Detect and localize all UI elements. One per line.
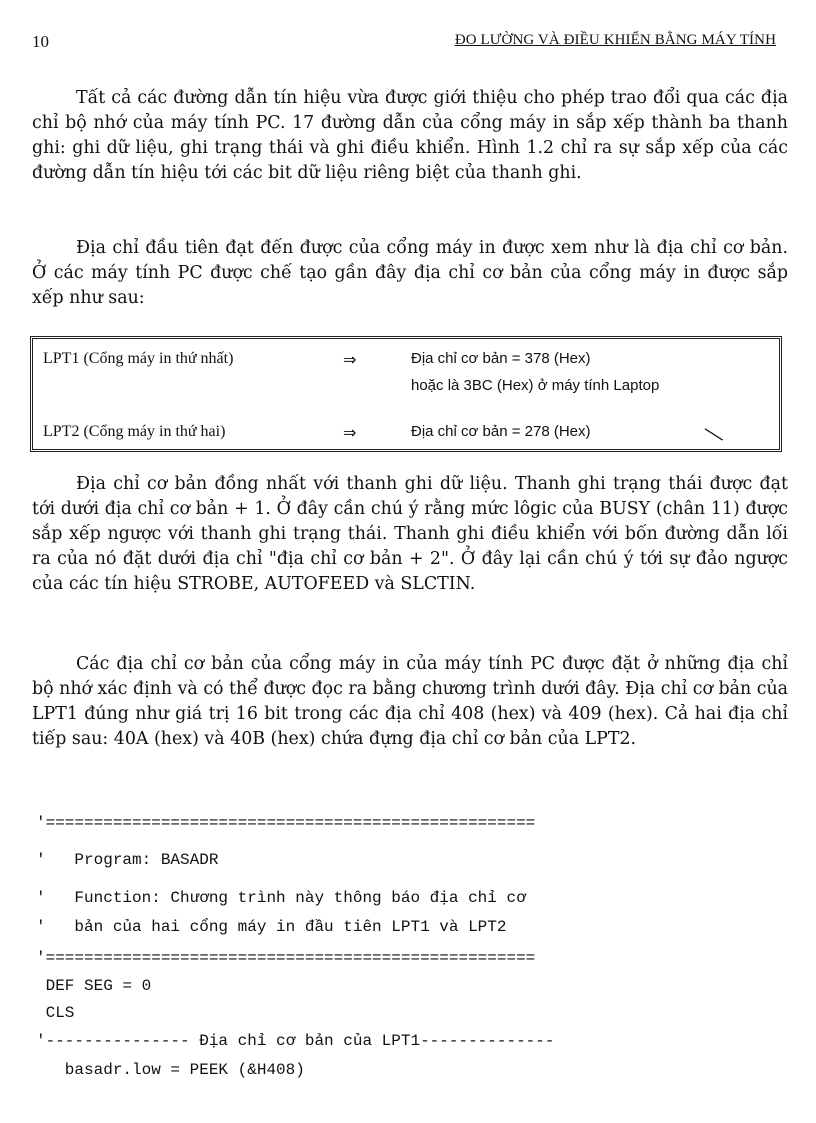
code-separator: '=================================================== [36, 814, 536, 832]
code-line-comment: '--------------- Địa chỉ cơ bản của LPT1-------------- [36, 1032, 555, 1050]
code-line-program: ' Program: BASADR [36, 851, 219, 869]
page-number: 10 [32, 32, 49, 51]
lpt1-name: LPT1 (Cổng máy in thứ nhất) [43, 350, 234, 367]
code-line-cls: CLS [36, 1004, 75, 1022]
code-line-function-cont: ' bản của hai cổng máy in đầu tiên LPT1 và LPT2 [36, 918, 507, 936]
code-separator: '=================================================== [36, 949, 536, 967]
lpt-address-table [30, 336, 782, 452]
lpt2-name: LPT2 (Cổng máy in thứ hai) [43, 423, 226, 440]
code-line-peek: basadr.low = PEEK (&H408) [36, 1061, 305, 1079]
code-line-function: ' Function: Chương trình này thông báo địa chỉ cơ [36, 889, 526, 907]
paragraph-2: Địa chỉ đầu tiên đạt đến được của cổng máy in được xem như là địa chỉ cơ bản. Ở các máy tính PC được chế tạo gần đây địa chỉ cơ bản của cổng máy in được sắp xếp như sau: [32, 238, 788, 308]
paragraph-1: Tất cả các đường dẫn tín hiệu vừa được giới thiệu cho phép trao đổi qua các địa chỉ bộ nhớ của máy tính PC. 17 đường dẫn của cổng máy in sắp xếp thành ba thanh ghi: ghi dữ liệu, ghi trạng thái và ghi điều khiển. Hình 1.2 chỉ ra sự sắp xếp của các đường dẫn tín hiệu tới các bit dữ liệu riêng biệt của thanh ghi. [32, 88, 788, 183]
pen-mark-icon: ╲ [704, 423, 723, 446]
running-header-title: ĐO LƯỜNG VÀ ĐIỀU KHIỂN BẰNG MÁY TÍNH [454, 32, 776, 48]
lpt1-base-address: Địa chỉ cơ bản = 378 (Hex) [411, 350, 591, 367]
lpt2-base-address: Địa chỉ cơ bản = 278 (Hex) [411, 423, 591, 440]
paragraph-3: Địa chỉ cơ bản đồng nhất với thanh ghi dữ liệu. Thanh ghi trạng thái được đạt tới dưới địa chỉ cơ bản + 1. Ở đây cần chú ý rằng mức lôgic của BUSY (chân 11) được sắp xếp ngược với thanh ghi trạng thái. Thanh ghi điều khiển với bốn đường dẫn lối ra của nó đặt dưới địa chỉ "địa chỉ cơ bản + 2". Ở đây lại cần chú ý tới sự đảo ngược của các tín hiệu STROBE, AUTOFEED và SLCTIN. [32, 474, 788, 594]
lpt1-laptop-address: hoặc là 3BC (Hex) ở máy tính Laptop [411, 377, 660, 394]
implies-arrow-icon: ⇒ [343, 423, 357, 442]
code-line-defseg: DEF SEG = 0 [36, 977, 152, 995]
code-listing [36, 812, 776, 1092]
paragraph-4: Các địa chỉ cơ bản của cổng máy in của máy tính PC được đặt ở những địa chỉ bộ nhớ xác định và có thể được đọc ra bằng chương trình dưới đây. Địa chỉ cơ bản của LPT1 đúng như giá trị 16 bit trong các địa chỉ 408 (hex) và 409 (hex). Cả hai địa chỉ tiếp sau: 40A (hex) và 40B (hex) chứa đựng địa chỉ cơ bản của LPT2. [32, 654, 789, 749]
implies-arrow-icon: ⇒ [343, 350, 357, 369]
